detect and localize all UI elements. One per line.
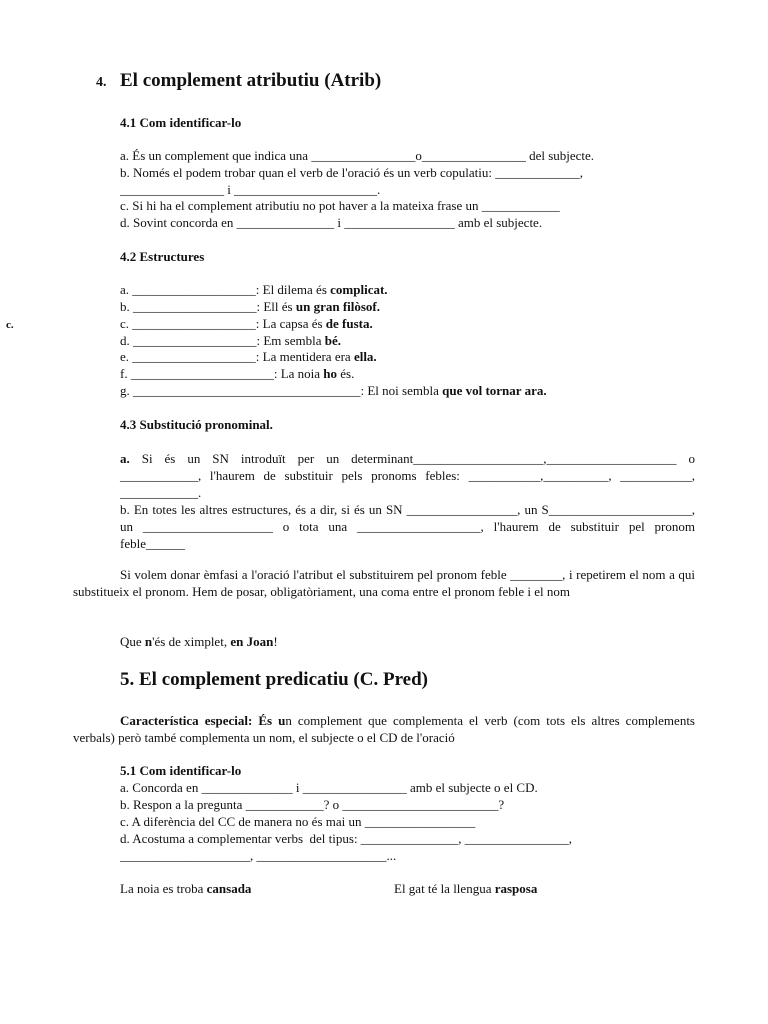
- list-item: c. Si hi ha el complement atributiu no pot haver a la mateixa frase un ____________: [120, 198, 560, 213]
- list-item: b. Només el podem trobar quan el verb de l'oració és un verb copulatiu: _____________,: [120, 165, 584, 180]
- paragraph-text: Si és un SN introduït per un determinant____________________,____________________ o ____________, l'haurem de substituir pels pronoms febles: ___________,__________, ___________, ____________.: [120, 451, 695, 500]
- structure-example: un gran filòsof.: [295, 299, 381, 314]
- section-title: El complement atributiu (Atrib): [120, 70, 382, 91]
- structure-prefix: e. ___________________: La mentidera era: [120, 349, 354, 364]
- structure-example: complicat.: [330, 282, 388, 297]
- margin-label: c.: [6, 319, 14, 331]
- structure-example: ho: [323, 366, 338, 381]
- structure-prefix: d. ___________________: Em sembla: [120, 333, 325, 348]
- example-bold: rasposa: [494, 881, 538, 896]
- section-title: 5. El complement predicatiu (C. Pred): [120, 669, 429, 690]
- paragraph-label: Característica especial: És u: [120, 713, 286, 728]
- paragraph-label: a.: [120, 451, 130, 466]
- subsection-title: 5.1 Com identificar-lo: [120, 763, 242, 778]
- list-item: a. És un complement que indica una ________________o________________ del subjecte.: [120, 148, 595, 163]
- example-text: La noia es troba: [120, 881, 207, 896]
- structure-prefix: f. ______________________: La noia: [120, 366, 324, 381]
- structure-row: [120, 383, 547, 399]
- example-text: 'és de ximplet,: [152, 634, 231, 649]
- structure-prefix: c. ___________________: La capsa és: [120, 316, 326, 331]
- example-bold: cansada: [206, 881, 252, 896]
- list-item: d. Acostuma a complementar verbs del tipus: _______________, ________________,: [120, 831, 573, 846]
- section-number: 4.: [96, 75, 107, 90]
- paragraph: [120, 450, 695, 501]
- subsection-title: 4.3 Substitució pronominal.: [120, 417, 273, 432]
- subsection-title: 4.1 Com identificar-lo: [120, 115, 242, 130]
- paragraph: Si volem donar èmfasi a l'oració l'atribut el substituirem pel pronom feble ________, i repetirem el nom a qui substitueix el pronom. Hem de posar, obligatòriament, una coma entre el pronom feble i el nom: [73, 567, 695, 599]
- example-bold: en Joan: [230, 634, 274, 649]
- example-sentence: [120, 881, 251, 897]
- structure-example: que vol tornar ara.: [442, 383, 547, 398]
- structure-row: [120, 349, 377, 365]
- list-item: a. Concorda en ______________ i ________________ amb el subjecte o el CD.: [120, 780, 538, 795]
- example-sentence: [120, 634, 278, 650]
- structure-row: [120, 316, 373, 332]
- example-text: El gat té la llengua: [394, 881, 495, 896]
- list-item: b. Respon a la pregunta ____________? o ________________________?: [120, 797, 505, 812]
- list-item-continuation: ________________ i ______________________.: [120, 182, 381, 197]
- structure-prefix: a. ___________________: El dilema és: [120, 282, 331, 297]
- paragraph-text: n complement que complementa el verb (com tots els altres complements verbals) però també complementa un nom, el subjecte o el CD de l'oració: [73, 713, 695, 745]
- list-item: d. Sovint concorda en _______________ i _________________ amb el subjecte.: [120, 215, 543, 230]
- list-item-continuation: ____________________, ____________________...: [120, 848, 397, 863]
- structure-row: [120, 282, 388, 298]
- paragraph: b. En totes les altres estructures, és a dir, si és un SN _________________, un S______________________, un ____________________ o tota una ___________________, l'haurem de substituir pel pronom feble______: [120, 502, 695, 551]
- structure-row: [120, 333, 341, 349]
- structure-row: [120, 366, 354, 382]
- structure-suffix: és.: [337, 366, 355, 381]
- list-item: c. A diferència del CC de manera no és mai un _________________: [120, 814, 476, 829]
- example-text: Que: [120, 634, 145, 649]
- paragraph: [73, 712, 695, 746]
- structure-example: de fusta.: [325, 316, 373, 331]
- example-text: !: [273, 634, 278, 649]
- structure-prefix: b. ___________________: Ell és: [120, 299, 296, 314]
- structure-example: bé.: [324, 333, 341, 348]
- subsection-title: 4.2 Estructures: [120, 249, 205, 264]
- example-sentence: [394, 881, 537, 897]
- example-bold: n: [144, 634, 153, 649]
- structure-row: [120, 299, 380, 315]
- structure-prefix: g. ___________________________________: El noi sembla: [120, 383, 443, 398]
- structure-example: ella.: [353, 349, 377, 364]
